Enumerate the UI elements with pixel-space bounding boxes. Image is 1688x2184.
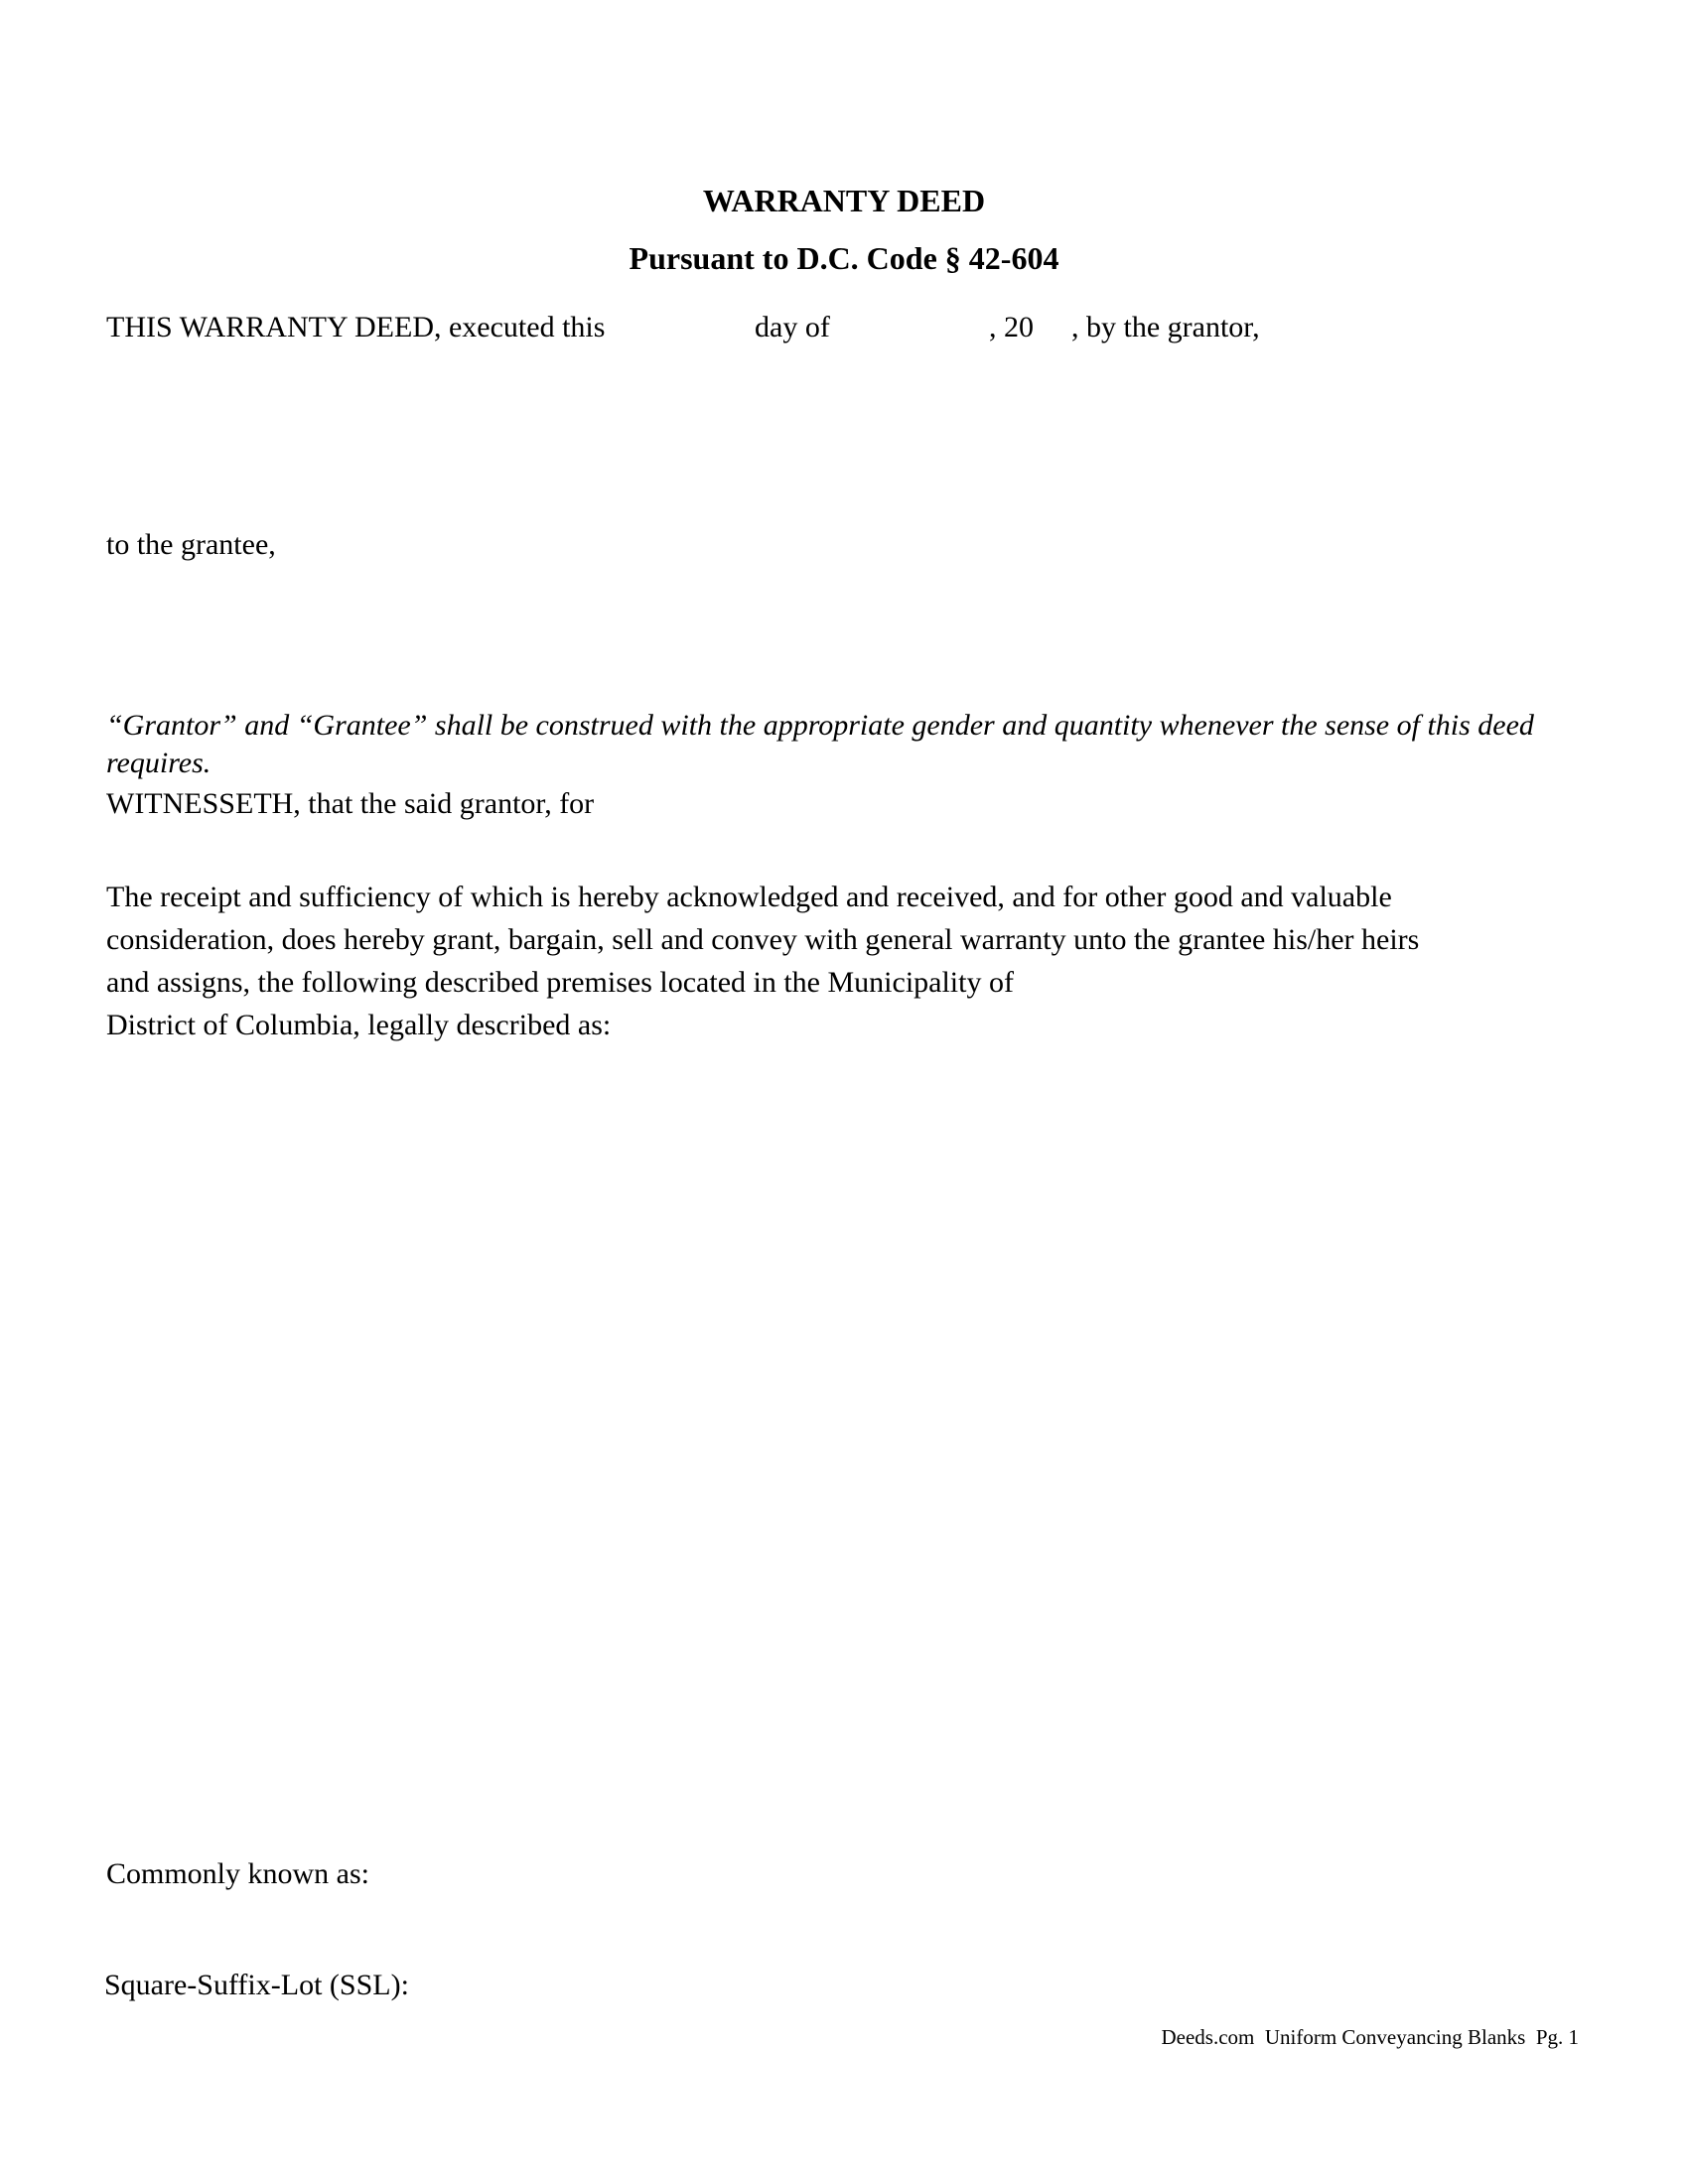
to-grantee-text: to the grantee,: [106, 528, 276, 561]
opening-text-day-of: day of: [755, 311, 830, 343]
receipt-line-2: consideration, does hereby grant, bargain, sell and convey with general warranty unto the grantee his/her heirs: [106, 923, 1420, 956]
page-footer: Deeds.com Uniform Conveyancing Blanks Pg. 1: [1161, 2025, 1579, 2049]
receipt-line-1: The receipt and sufficiency of which is hereby acknowledged and received, and for other good and valuable: [106, 881, 1392, 913]
opening-text-by-grantor: , by the grantor,: [1071, 311, 1260, 343]
document-title: WARRANTY DEED: [702, 183, 986, 218]
opening-text-year: , 20: [989, 311, 1034, 343]
commonly-known-label: Commonly known as:: [106, 1857, 370, 1890]
witnesseth-text: WITNESSETH, that the said grantor, for: [106, 787, 595, 820]
construction-note: “Grantor” and “Grantee” shall be construed with the appropriate gender and quantity whenever the sense of this deed requires.: [106, 709, 1534, 779]
receipt-line-3: and assigns, the following described premises located in the Municipality of: [106, 966, 1014, 999]
opening-text-executed: THIS WARRANTY DEED, executed this: [106, 311, 606, 343]
document-subtitle: Pursuant to D.C. Code § 42-604: [629, 240, 1059, 276]
receipt-line-4: District of Columbia, legally described as:: [106, 1009, 612, 1041]
ssl-label: Square-Suffix-Lot (SSL):: [104, 1969, 409, 2001]
